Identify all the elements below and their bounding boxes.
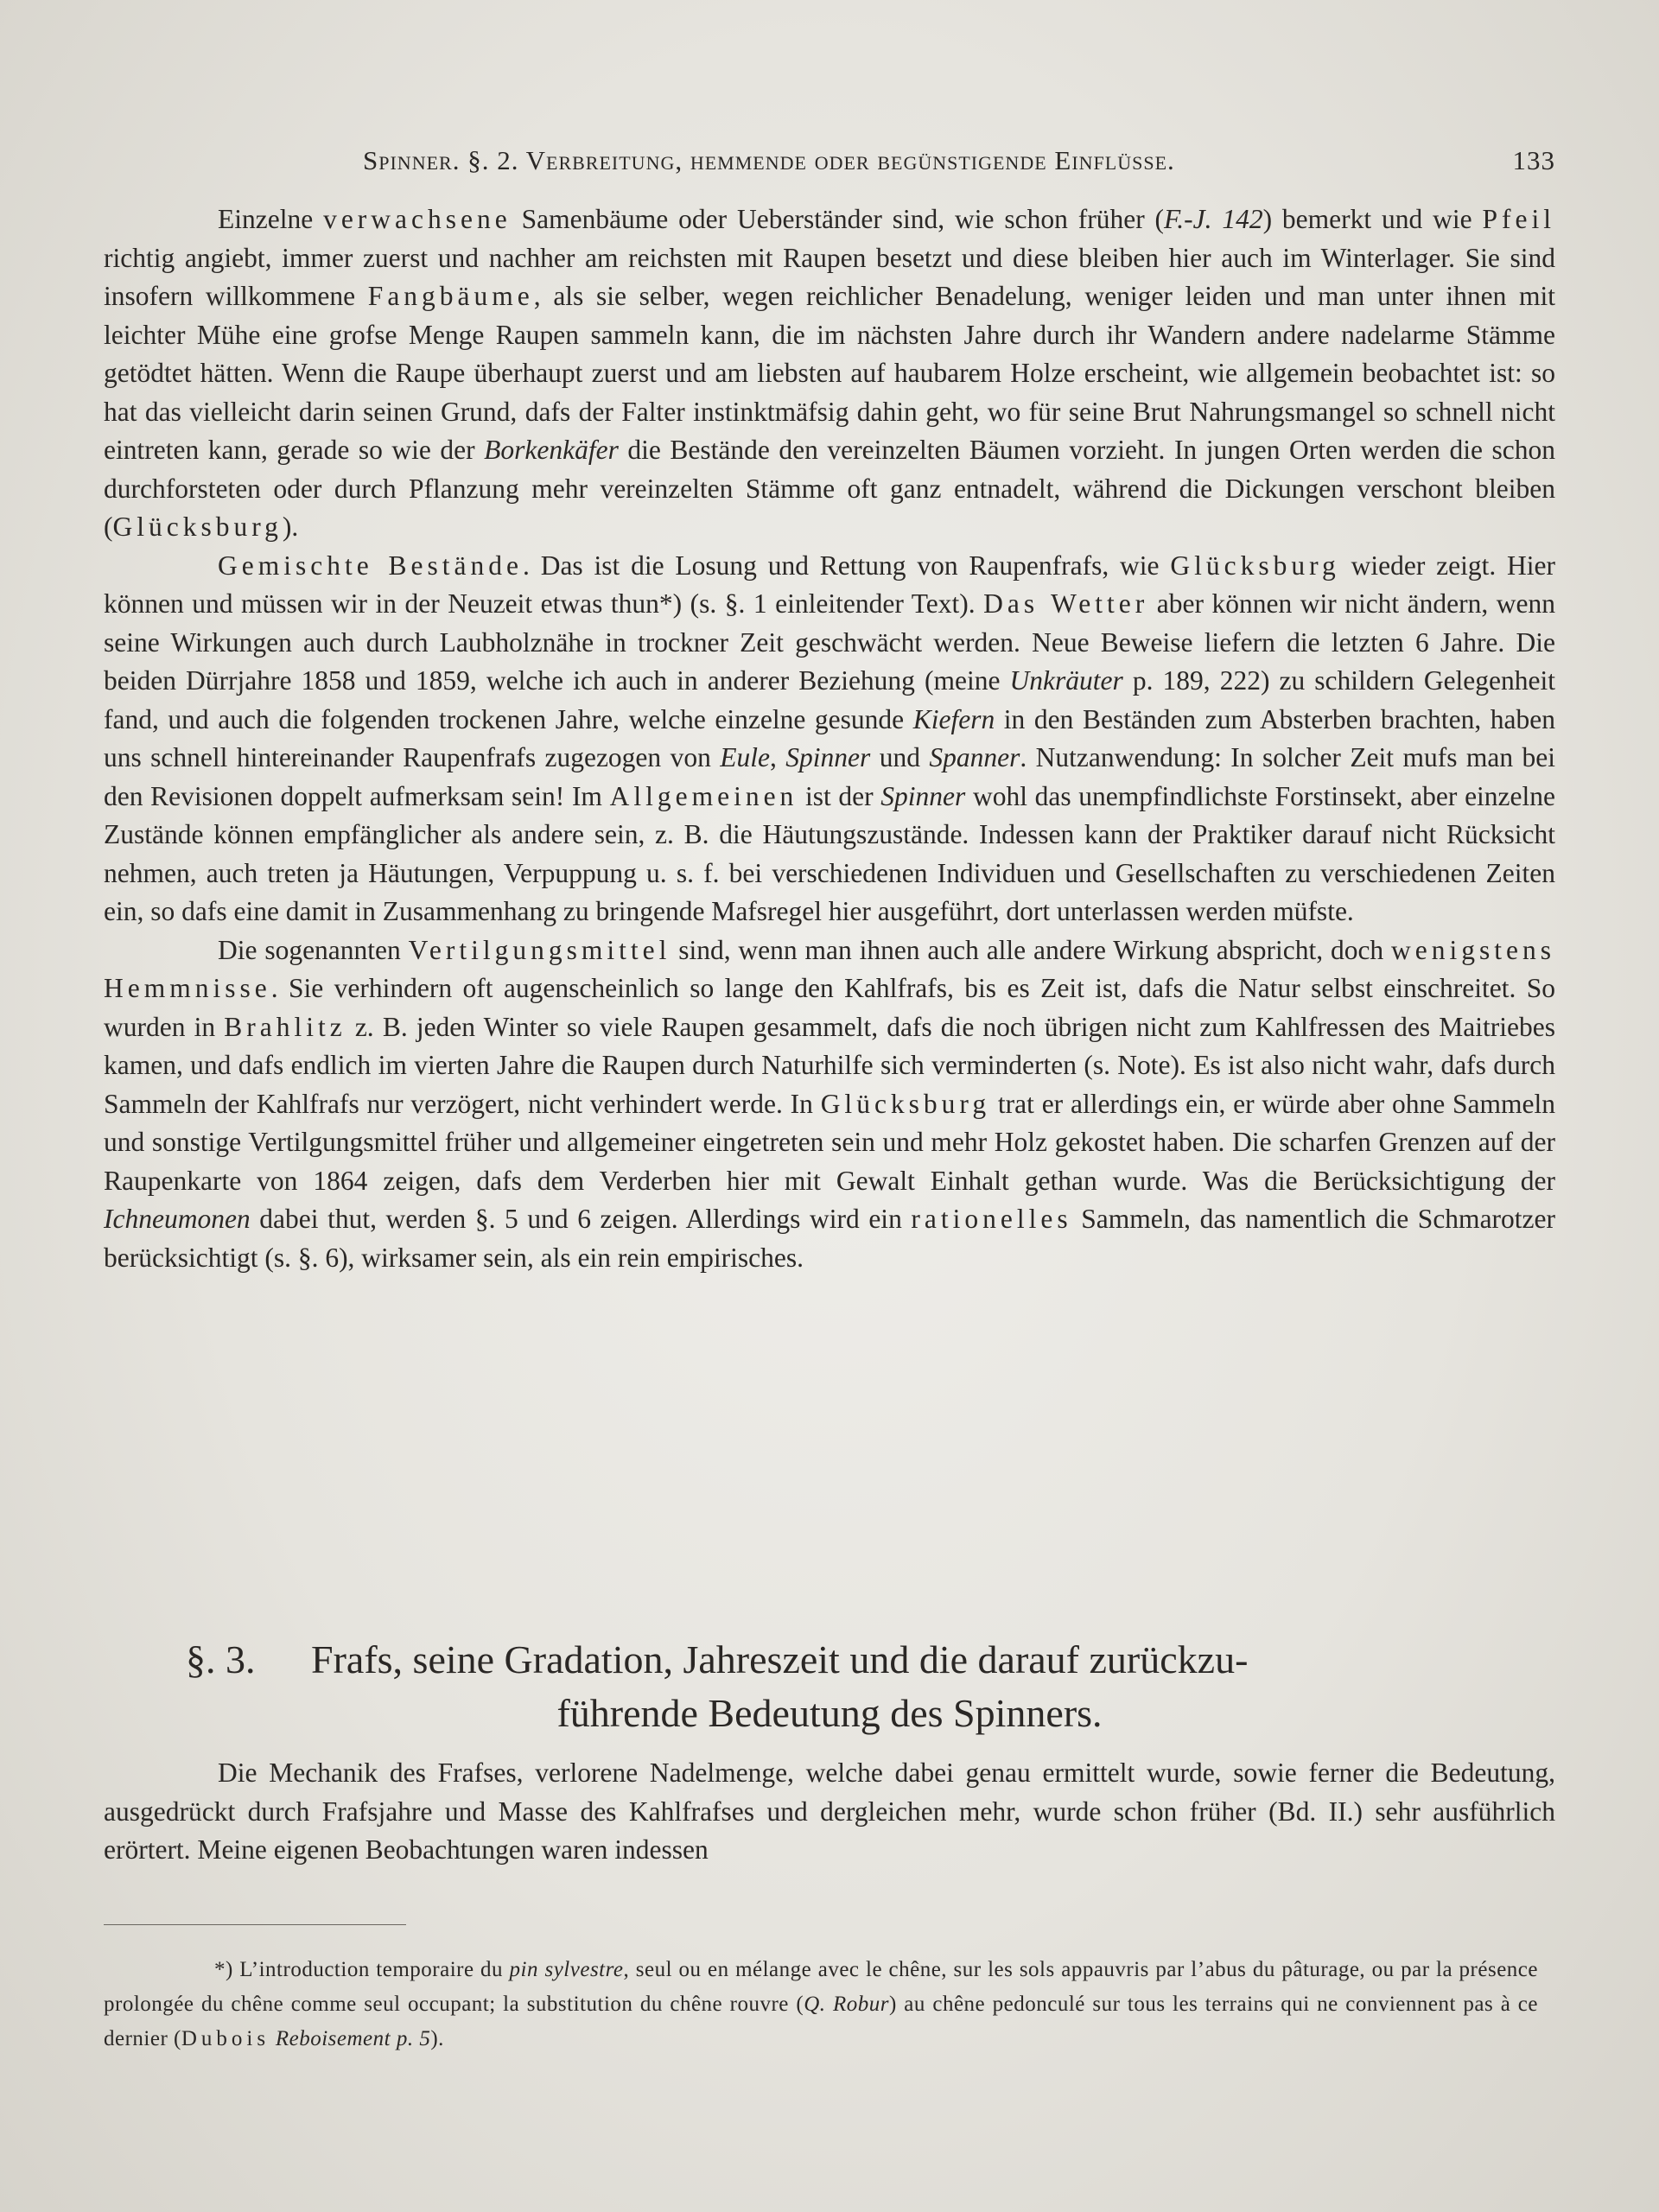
paragraph <box>104 547 1555 931</box>
spaced-emphasis: Glücksburg <box>1170 550 1340 581</box>
text-run: ist der <box>798 780 881 811</box>
italic-term: Kiefern <box>912 703 995 734</box>
section-title-line-2: führende Bedeutung des Spinners. <box>556 1691 1103 1735</box>
italic-term: F.-J. 142 <box>1164 204 1263 234</box>
paragraph <box>104 1754 1555 1870</box>
text-run: , als sie selber, wegen reichlicher Benadelung, weniger leiden und man unter ihnen mit leichter Mühe eine grofse Menge Raupen sammeln kann, die im nächsten Jahre durch ihr Wandern andere nadelarme Stämme getödtet hätten. Wenn die Raupe überhaupt zuerst und am liebsten auf haubarem Holze erscheint, wie allgemein beobachtet ist: so hat das vielleicht darin seinen Grund, dafs der Falter instinktmäfsig dahin geht, wo für seine Brut Nahrungsmangel so schnell nicht eintreten kann, gerade so wie der <box>104 281 1555 465</box>
spaced-emphasis: Glücksburg <box>112 512 283 542</box>
italic-term: Q. Robur <box>804 1993 889 2016</box>
spaced-emphasis: Fangbäume <box>367 281 534 311</box>
section-body-text <box>104 1754 1555 1870</box>
page-header <box>104 145 1555 183</box>
italic-term: pin sylvestre <box>509 1958 624 1981</box>
text-run: sind, wenn man ihnen auch alle andere Wirkung abspricht, doch <box>671 934 1392 965</box>
section-title-line-1: Frafs, seine Gradation, Jahreszeit und die darauf zurückzu- <box>311 1637 1249 1681</box>
text-run: Die sogenannten <box>218 934 409 965</box>
text-run: richtig angiebt, immer zuerst und nachher am reichsten mit Raupen besetzt und diese bleiben hier auch im Winterlager. Sie sind insofern willkommene <box>104 242 1555 311</box>
italic-term: Ichneumonen <box>104 1204 251 1234</box>
text-run: aber können wir nicht ändern, wenn seine Wirkungen auch durch Laubholznähe in trockner Zeit geschwächt werden. Neue Beweise liefern die letzten 6 Jahre. Die beiden Dürrjahre 1858 und 1859, welche ich auch in anderer Beziehung (meine <box>104 588 1555 696</box>
text-run: ) bemerkt und wie <box>1262 204 1483 234</box>
text-run: ). <box>282 512 299 542</box>
text-run: ) au chêne pedonculé sur tous les terrains qui ne conviennent pas à ce dernier ( <box>104 1993 1538 2050</box>
text-run: . Sie verhindern oft augenscheinlich so lange den Kahlfrafs, bis es Zeit ist, dafs die Natur selbst einschreitet. So wurden in <box>104 973 1555 1042</box>
spaced-emphasis: wenigstens Hemmnisse <box>104 934 1556 1003</box>
spaced-emphasis: Allgemeinen <box>609 780 798 811</box>
footnote-text <box>104 1953 1538 2056</box>
running-head: Spinner. §. 2. Verbreitung, hemmende oder begünstigende Einflüsse. <box>363 145 1175 175</box>
text-run <box>270 2027 276 2050</box>
text-run: in den Beständen zum Absterben brachten, haben uns schnell hintereinander Raupenfrafs zugezogen von <box>104 703 1555 772</box>
italic-term: Spinner <box>880 780 966 811</box>
spaced-emphasis: rationelles <box>911 1204 1072 1234</box>
text-run: . Nutzanwendung: In solcher Zeit mufs man bei den Revisionen doppelt aufmerksam sein! Im <box>104 742 1556 811</box>
text-run: , seul ou en mélange avec le chêne, sur les sols appauvris par l’abus du pâturage, ou par la présence prolongée du chêne comme seul occupant; la substitution du chêne rouvre ( <box>104 1958 1538 2016</box>
text-run: dabei thut, werden §. 5 und 6 zeigen. Allerdings wird ein <box>250 1204 912 1234</box>
footnote-rule <box>104 1924 406 1925</box>
section-number: §. 3. <box>186 1637 256 1681</box>
italic-term: Borkenkäfer <box>484 435 619 465</box>
spaced-emphasis: Brahlitz <box>224 1011 346 1042</box>
italic-term: Spinner <box>785 742 871 772</box>
spaced-emphasis: Das Wetter <box>983 588 1149 619</box>
text-run: Einzelne <box>218 204 324 234</box>
text-run: Sammeln, das namentlich die Schmarotzer berücksichtigt (s. §. 6), wirksamer sein, als ein rein empirisches. <box>104 1204 1555 1273</box>
text-run: Samenbäume oder Ueberständer sind, wie schon früher ( <box>511 204 1165 234</box>
spaced-emphasis: Pfeil <box>1482 204 1555 234</box>
italic-term: Spanner <box>929 742 1020 772</box>
text-run: *) L’introduction temporaire du <box>214 1958 510 1981</box>
text-run: , <box>770 742 786 772</box>
footnote <box>104 1953 1538 2056</box>
italic-term: Reboisement p. 5 <box>275 2027 431 2050</box>
text-run: trat er allerdings ein, er würde aber ohne Sammeln und sonstige Vertilgungsmittel früher und allgemeiner eingetreten sein und mehr Holz gekostet haben. Die scharfen Grenzen auf der Raupenkarte von 1864 zeigen, dafs dem Verderben hier mit Gewalt Einhalt gethan wurde. Was die Berücksichtigung der <box>104 1088 1555 1196</box>
paragraph <box>104 200 1555 547</box>
text-run: p. 189, 222) zu schildern Gelegenheit fand, und auch die folgenden trockenen Jahre, welche einzelne gesunde <box>104 665 1555 734</box>
spaced-emphasis: Glücksburg <box>820 1088 991 1119</box>
body-text <box>104 200 1555 1277</box>
spaced-emphasis: Dubois <box>181 2027 270 2050</box>
text-run: und <box>870 742 930 772</box>
spaced-emphasis: Vertilgungsmittel <box>408 934 671 965</box>
text-run: ). <box>430 2027 444 2050</box>
page-number: 133 <box>1512 145 1555 175</box>
paragraph <box>104 931 1555 1278</box>
text-run: wohl das unempfindlichste Forstinsekt, aber einzelne Zustände können empfänglicher als andere sein, z. B. die Häutungszustände. Indessen kann der Praktiker darauf nicht Rücksicht nehmen, auch treten ja Häutungen, Verpuppung u. s. f. bei verschiedenen Individuen und Gesellschaften zu verschiedenen Zeiten ein, so dafs eine damit in Zusammenhang zu bringende Mafsregel hier ausgeführt, dort unterlassen werden müfste. <box>104 780 1555 926</box>
spaced-emphasis: verwachsene <box>323 204 512 234</box>
text-run: . Das ist die Losung und Rettung von Raupenfrafs, wie <box>523 550 1171 581</box>
text-run: wieder zeigt. Hier können und müssen wir in der Neuzeit etwas thun*) (s. §. 1 einleitender Text). <box>104 550 1556 619</box>
italic-term: Unkräuter <box>1009 665 1123 696</box>
spaced-emphasis: Gemischte Bestände <box>218 550 523 581</box>
text-run: die Bestände den vereinzelten Bäumen vorzieht. In jungen Orten werden die schon durchforsteten oder durch Pflanzung mehr vereinzelten Stämme oft ganz entnadelt, während die Dickungen verschont bleiben ( <box>104 435 1555 542</box>
text-run: Die Mechanik des Frafses, verlorene Nadelmenge, welche dabei genau ermittelt wurde, sowie ferner die Bedeutung, ausgedrückt durch Frafsjahre und Masse des Kahlfrafses und dergleichen mehr, wurde schon früher (Bd. II.) sehr ausführlich erörtert. Meine eigenen Beobachtungen waren indessen <box>104 1758 1555 1865</box>
text-run: z. B. jeden Winter so viele Raupen gesammelt, dafs die noch übrigen nicht zum Kahlfressen des Maitriebes kamen, und dafs endlich im vierten Jahre die Raupen durch Naturhilfe sich verminderten (s. Note). Es ist also nicht wahr, dafs durch Sammeln der Kahlfrafs nur verzögert, nicht verhindert werde. In <box>104 1011 1555 1119</box>
italic-term: Eule <box>720 742 770 772</box>
